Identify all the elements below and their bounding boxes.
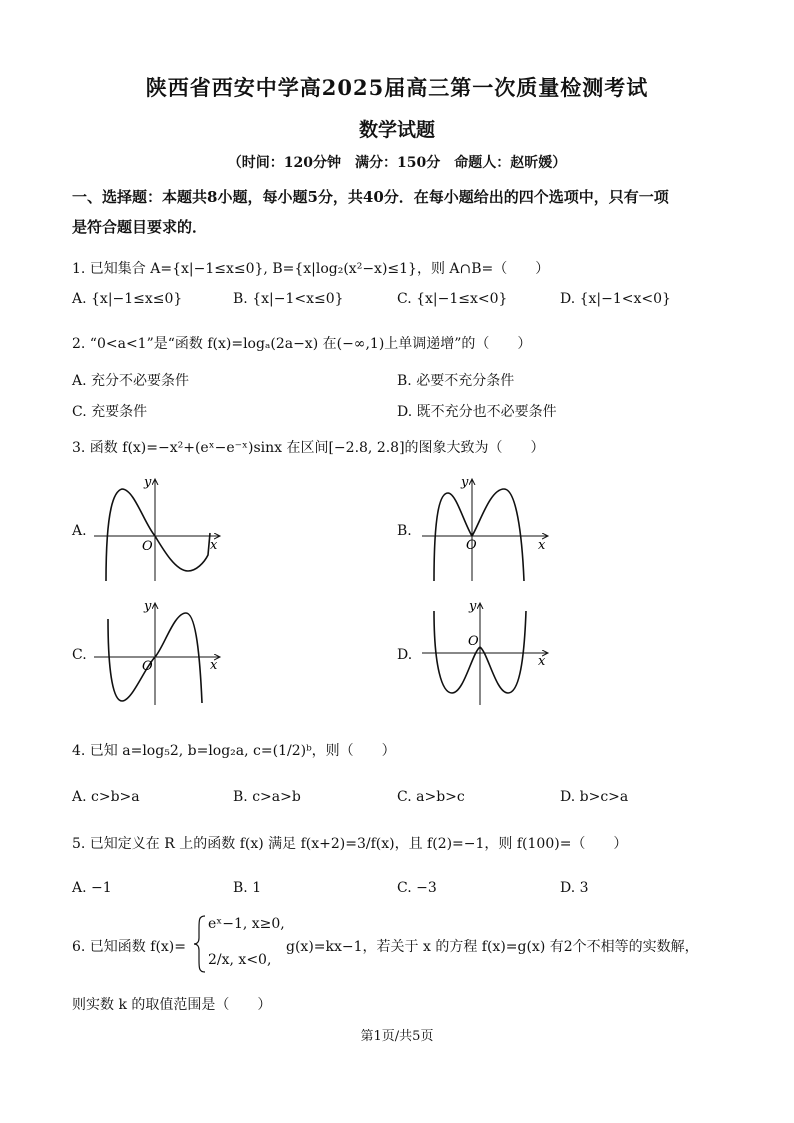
q5-option-b[interactable]: B. 1 xyxy=(233,880,262,896)
q1-option-b[interactable]: B. {x|−1<x≤0} xyxy=(233,291,344,307)
section-heading xyxy=(72,182,732,242)
q1-option-d[interactable]: D. {x|−1<x<0} xyxy=(560,291,671,307)
q2-option-b[interactable]: B. 必要不充分条件 xyxy=(397,373,515,389)
q1-option-a[interactable]: A. {x|−1≤x≤0} xyxy=(72,291,183,307)
q4-option-d[interactable]: D. b>c>a xyxy=(560,789,629,805)
q3-option-b-label[interactable]: B. xyxy=(397,523,412,539)
page-footer: 第1页/共5页 xyxy=(360,1029,434,1044)
section-heading-line2: 是符合题目要求的． xyxy=(72,218,208,236)
q2-option-d[interactable]: D. 既不充分也不必要条件 xyxy=(397,404,557,420)
q5-option-d[interactable]: D. 3 xyxy=(560,880,589,896)
q3-graph-a[interactable] xyxy=(92,473,232,585)
exam-info: （时间：120分钟 满分：150分 命题人：赵昕媛） xyxy=(227,155,567,171)
q2-option-a[interactable]: A. 充分不必要条件 xyxy=(72,373,190,389)
x-axis-label: x xyxy=(210,658,218,673)
q1-stem: 1. 已知集合 A={x|−1≤x≤0}, B={x|log₂(x²−x)≤1}，则 A∩B=（ ） xyxy=(72,261,550,277)
q3-stem: 3. 函数 f(x)=−x²+(eˣ−e⁻ˣ)sinx 在区间[−2.8, 2.8]的图象大致为（ ） xyxy=(72,440,545,456)
x-axis-label: x xyxy=(210,538,218,553)
q3-option-c-label[interactable]: C. xyxy=(72,647,87,663)
q6-suffix: g(x)=kx−1，若关于 x 的方程 f(x)=g(x) 有2个不相等的实数解， xyxy=(286,939,699,955)
q6-brace xyxy=(193,914,207,974)
q6-case-1: eˣ−1, x≥0, xyxy=(208,916,285,932)
x-axis-label: x xyxy=(538,538,546,553)
q3-graph-b[interactable] xyxy=(420,473,560,585)
q2-option-c[interactable]: C. 充要条件 xyxy=(72,404,148,420)
q4-stem: 4. 已知 a=log₅2, b=log₂a, c=(1/2)ᵇ，则（ ） xyxy=(72,743,396,759)
q5-option-a[interactable]: A. −1 xyxy=(72,880,112,896)
q4-option-c[interactable]: C. a>b>c xyxy=(397,789,465,805)
y-axis-label: y xyxy=(461,475,469,490)
q6-prefix: 6. 已知函数 f(x)= xyxy=(72,939,186,955)
origin-label: O xyxy=(142,659,153,674)
y-axis-label: y xyxy=(469,599,477,614)
y-axis-label: y xyxy=(144,475,152,490)
origin-label: O xyxy=(466,538,477,553)
q6-line2: 则实数 k 的取值范围是（ ） xyxy=(72,997,272,1013)
x-axis-label: x xyxy=(538,654,546,669)
q3-option-a-label[interactable]: A. xyxy=(72,523,87,539)
page-subtitle: 数学试题 xyxy=(358,119,435,141)
q1-option-c[interactable]: C. {x|−1≤x<0} xyxy=(397,291,508,307)
page-title: 陕西省西安中学高2025届高三第一次质量检测考试 xyxy=(145,75,649,100)
q6-case-2: 2/x, x<0, xyxy=(208,952,272,968)
q5-option-c[interactable]: C. −3 xyxy=(397,880,437,896)
origin-label: O xyxy=(142,539,153,554)
y-axis-label: y xyxy=(144,599,152,614)
origin-label: O xyxy=(468,634,479,649)
q4-option-a[interactable]: A. c>b>a xyxy=(72,789,140,805)
curve xyxy=(106,489,210,581)
q2-stem: 2. “0<a<1”是“函数 f(x)=logₐ(2a−x) 在(−∞,1)上单调递增”的（ ） xyxy=(72,336,532,352)
q5-stem: 5. 已知定义在 R 上的函数 f(x) 满足 f(x+2)=3/f(x)，且 f(2)=−1，则 f(100)=（ ） xyxy=(72,836,628,852)
q3-option-d-label[interactable]: D. xyxy=(397,647,413,663)
section-heading-line1: 一、选择题：本题共8小题，每小题5分，共40分．在每小题给出的四个选项中，只有一项 xyxy=(72,188,669,206)
q4-option-b[interactable]: B. c>a>b xyxy=(233,789,301,805)
q3-graph-d[interactable] xyxy=(420,597,560,709)
q3-graph-c[interactable] xyxy=(92,597,232,709)
curve xyxy=(434,489,524,581)
